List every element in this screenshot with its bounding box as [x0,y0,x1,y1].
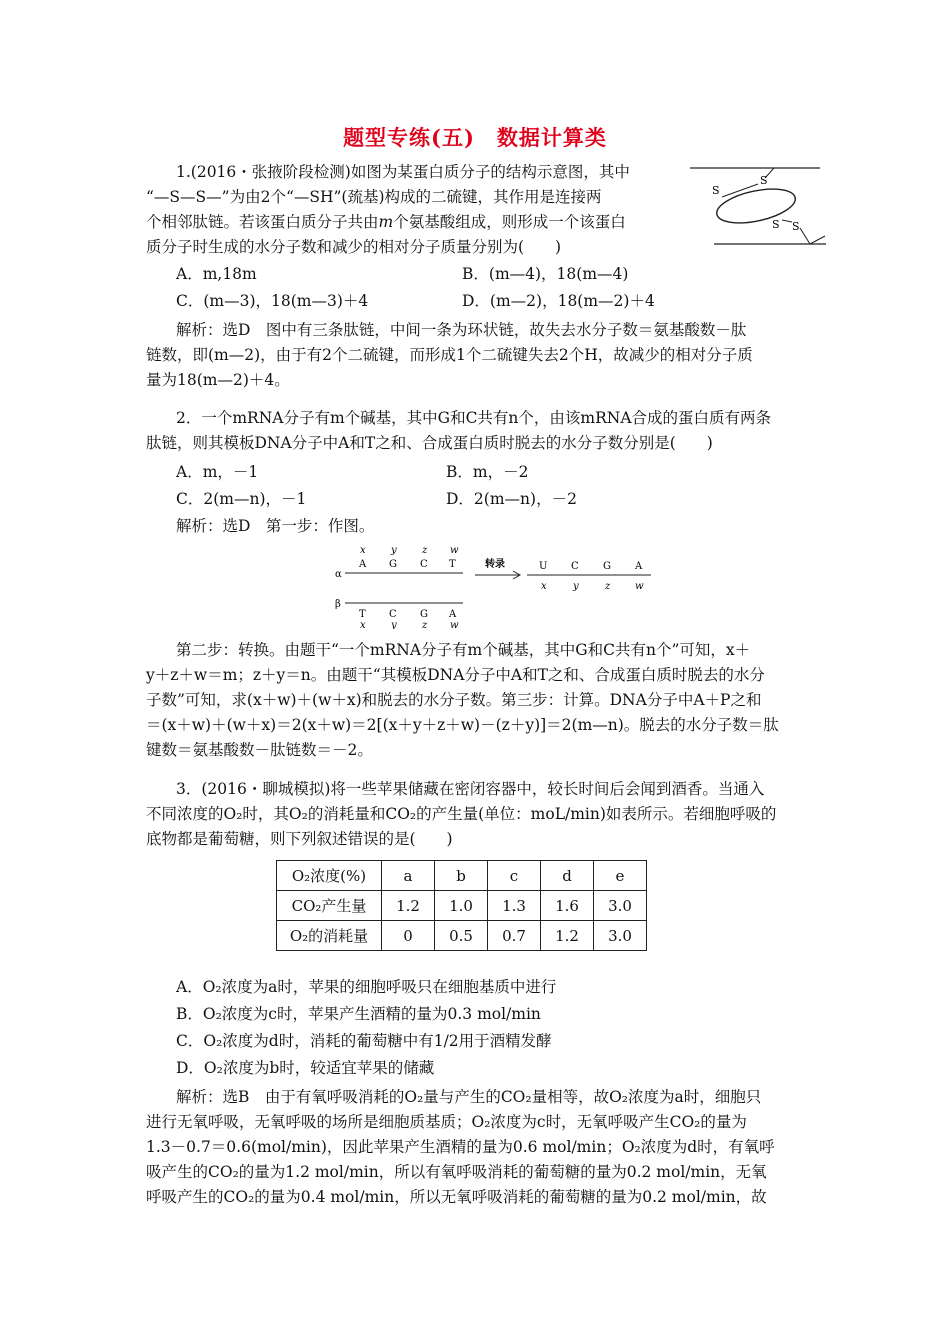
table-cell: 3.0 [594,921,647,951]
table-cell: 3.0 [594,891,647,921]
beta-base: G [420,609,428,620]
q2-step-line-1: 第二步：转换。由题干“一个mRNA分子有m个碱基，其中G和C共有n个”可知，x＋ [176,641,751,659]
q1-option-c: C．(m—3)，18(m—3)＋4 [176,292,369,310]
var-label: z [422,545,428,556]
q2-step-line-5: 键数＝氨基酸数－肽链数＝－2。 [146,741,373,759]
table-cell: 1.2 [382,891,435,921]
var-label: z [422,620,428,629]
table-row [277,891,647,921]
q2-step-line-2: y＋z＋w＝m；z＋y＝n。由题干“其模板DNA分子中A和T之和、合成蛋白质时脱去的水分 [146,666,765,684]
beta-base: T [359,609,366,620]
arrow-label: 转录 [485,559,505,570]
q3-analysis-line-4: 吸产生的CO₂的量为1.2 mol/min，所以有氧呼吸消耗的葡萄糖的量为0.2 mol/min，无氧 [146,1163,767,1181]
var-label: x [360,545,366,556]
q3-option-a: A．O₂浓度为a时，苹果的细胞呼吸只在细胞基质中进行 [176,978,557,996]
table-cell: 1.2 [541,921,594,951]
sulfur-label: S [772,218,780,231]
alpha-base: C [420,559,428,570]
q3-analysis-line-2: 进行无氧呼吸，无氧呼吸的场所是细胞质基质；O₂浓度为c时，无氧呼吸产生CO₂的量为 [146,1113,747,1131]
q2-option-a: A．m，－1 [176,463,259,481]
table-cell: 0.5 [435,921,488,951]
ring-peptide-chain [714,183,798,229]
mrna-base: U [539,561,548,572]
var-label: x [360,620,366,629]
table-cell: 0.7 [488,921,541,951]
q3-stem-line-2: 不同浓度的O₂时，其O₂的消耗量和CO₂的产生量(单位：moL/min)如表所示。若细胞呼吸的 [146,805,777,823]
q1-option-a: A．m,18m [176,265,257,283]
var-label: w [450,620,459,629]
protein-structure-figure [688,164,828,250]
transcription-figure [333,543,663,629]
q1-option-d: D．(m—2)，18(m—2)＋4 [462,292,655,310]
q2-step-line-3: 子数”可知，求(x＋w)＋(w＋x)和脱去的水分子数。第三步：计算。DNA分子中A＋P之和 [146,691,762,709]
table-header-cell: c [488,861,541,891]
q3-analysis-line-5: 呼吸产生的CO₂的量为0.4 mol/min，所以无氧呼吸消耗的葡萄糖的量为0.2 mol/min，故 [146,1188,767,1206]
var-label: y [391,620,397,629]
q2-option-c: C．2(m—n)，－1 [176,490,307,508]
q3-stem-line-1: 3．(2016・聊城模拟)将一些苹果储藏在密闭容器中，较长时间后会闻到酒香。当通入 [176,780,765,798]
alpha-base: G [389,559,397,570]
table-header-cell: e [594,861,647,891]
table-cell: O₂的消耗量 [277,921,382,951]
q3-analysis-line-3: 1.3－0.7＝0.6(mol/min)，因此苹果产生酒精的量为0.6 mol/min；O₂浓度为d时，有氧呼 [146,1138,775,1156]
q3-stem-line-3: 底物都是葡萄糖，则下列叙述错误的是( ) [146,830,453,848]
q3-option-d: D．O₂浓度为b时，较适宜苹果的储藏 [176,1059,435,1077]
q1-stem-line-4: 质分子时生成的水分子数和减少的相对分子质量分别为( ) [146,238,562,256]
table-cell: 0 [382,921,435,951]
var-label: w [635,581,644,592]
var-label: w [450,545,459,556]
q2-analysis-line-1: 解析：选D 第一步：作图。 [176,517,375,535]
table-header-row [277,861,647,891]
sulfur-label: S [760,174,768,187]
q1-analysis-line-1: 解析：选D 图中有三条肽链，中间一条为环状链，故失去水分子数＝氨基酸数－肽 [176,321,747,339]
beta-base: A [449,609,457,620]
alpha-base: T [449,559,456,570]
q2-option-d: D．2(m—n)，－2 [446,490,577,508]
beta-label: β [335,599,341,610]
table-header-cell: b [435,861,488,891]
var-label: y [573,581,579,592]
q2-stem-line-2: 肽链，则其模板DNA分子中A和T之和、合成蛋白质时脱去的水分子数分别是( ) [146,434,713,452]
table-header-cell: d [541,861,594,891]
table-cell: CO₂产生量 [277,891,382,921]
q1-stem-line-3: 个相邻肽链。若该蛋白质分子共由m个氨基酸组成，则形成一个该蛋白 [146,213,626,231]
mrna-base: G [603,561,611,572]
respiration-data-table [276,860,647,951]
table-row [277,921,647,951]
q3-option-b: B．O₂浓度为c时，苹果产生酒精的量为0.3 mol/min [176,1005,541,1023]
page-title: 题型专练(五) 数据计算类 [343,125,607,150]
var-label: z [605,581,611,592]
var-label: y [391,545,397,556]
q1-analysis-line-2: 链数，即(m—2)，由于有2个二硫键，而形成1个二硫键失去2个H，故减少的相对分子质 [146,346,753,364]
q3-option-c: C．O₂浓度为d时，消耗的葡萄糖中有1/2用于酒精发酵 [176,1032,552,1050]
table-header-cell: a [382,861,435,891]
alpha-base: A [359,559,367,570]
q1-analysis-line-3: 量为18(m—2)＋4。 [146,371,290,389]
mrna-base: A [635,561,643,572]
sulfur-label: S [792,220,800,233]
alpha-label: α [335,569,342,580]
mrna-base: C [571,561,579,572]
var-label: x [541,581,547,592]
beta-base: C [389,609,397,620]
q2-stem-line-1: 2．一个mRNA分子有m个碱基，其中G和C共有n个，由该mRNA合成的蛋白质有两条 [176,409,772,427]
table-cell: 1.0 [435,891,488,921]
table-cell: 1.6 [541,891,594,921]
q2-option-b: B．m，－2 [446,463,529,481]
q3-analysis-line-1: 解析：选B 由于有氧呼吸消耗的O₂量与产生的CO₂量相等，故O₂浓度为a时，细胞只 [176,1088,762,1106]
q2-step-line-4: ＝(x＋w)＋(w＋x)＝2(x＋w)＝2[(x＋y＋z＋w)－(z＋y)]＝2(m—n)。脱去的水分子数＝肽 [146,716,779,734]
q1-option-b: B．(m—4)，18(m—4) [462,265,629,283]
table-cell: 1.3 [488,891,541,921]
sulfur-label: S [712,184,720,197]
q1-stem-line-1: 1.(2016・张掖阶段检测)如图为某蛋白质分子的结构示意图，其中 [176,163,630,181]
table-header-cell: O₂浓度(%) [277,861,382,891]
q1-stem-line-2: “—S—S—”为由2个“—SH”(巯基)构成的二硫键，其作用是连接两 [146,188,602,206]
